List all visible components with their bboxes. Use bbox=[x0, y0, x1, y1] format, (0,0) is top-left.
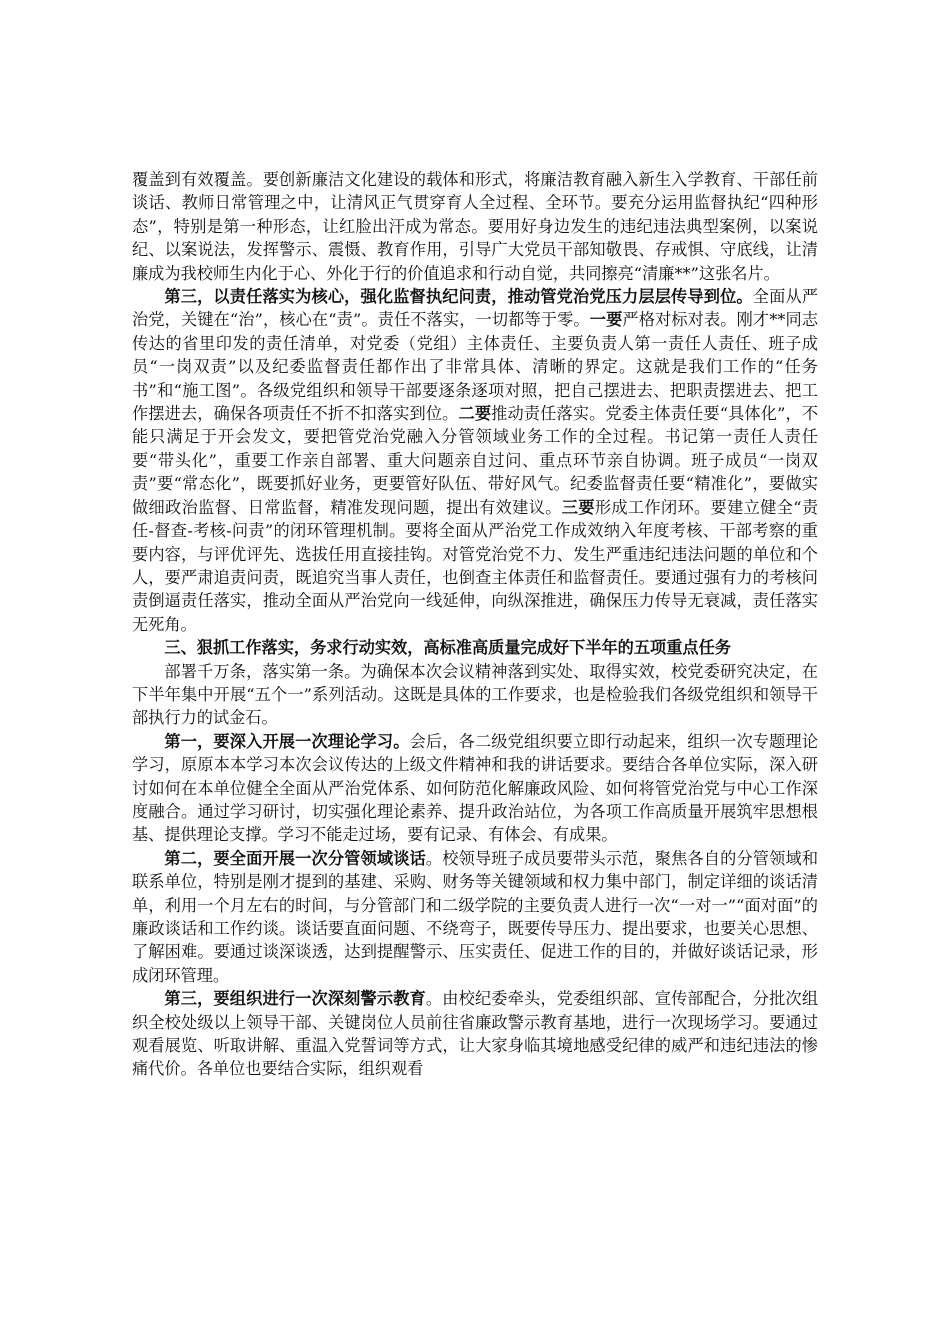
paragraph-text: 形成工作闭环。要建立健全“责任-督查-考核-问责”的闭环管理机制。要将全面从严治党工作成效纳入年度考核、干部考察的重要内容，与评优评先、选拔任用直接挂钩。对管党治党不力、发生严重违纪违法问题的单位和个人，要严肃追责问责，既追究当事人责任，也倒查主体责任和监督责任。要通过强有力的考核问责倒逼责任落实，推动全面从严治党向一线延伸，向纵深推进，确保压力传导无衰减，责任落实无死角。 bbox=[132, 497, 819, 634]
task-heading: 第三，要组织进行一次深刻警示教育 bbox=[164, 989, 426, 1009]
point-marker: 二要 bbox=[458, 404, 492, 424]
paragraph-text: 推动责任落实。党委主体责任要“具体化”，不能只满足于开会发文，要把管党治党融入分管领域业务工作的全过程。书记第一责任人责任要“带头化”，重要工作亲自部署、重大问题亲自过问、重点环节亲自协调。班子成员“一岗双责”要“常态化”，既要抓好业务，更要管好队伍、带好风气。纪委监督责任要“精准化”，要做实做细政治监督、日常监督，精准发现问题，提出有效建议。 bbox=[132, 404, 819, 517]
paragraph-text: 覆盖到有效覆盖。要创新廉洁文化建设的载体和形式，将廉洁教育融入新生入学教育、干部任前谈话、教师日常管理之中，让清风正气贯穿育人全过程、全环节。要充分运用监督执纪“四种形态”，特别是第一种形态，让红脸出汗成为常态。要用好身边发生的违纪违法典型案例，以案说纪、以案说法，发挥警示、震慑、教育作用，引导广大党员干部知敬畏、存戒惧、守底线，让清廉成为我校师生内化于心、外化于行的价值追求和行动自觉，共同擦亮“清廉**”这张名片。 bbox=[132, 170, 818, 283]
point-marker: 三要 bbox=[561, 497, 595, 517]
paragraph-text: 。校领导班子成员要带头示范，聚焦各自的分管领域和联系单位，特别是刚才提到的基建、采购、财务等关键领域和权力集中部门，制定详细的谈话清单，利用一个月左右的时间，与分管部门和二级学院的主要负责人进行一次“一对一”“面对面”的廉政谈话和工作约谈。谈话要直面问题、不绕弯子，既要传导压力、提出要求，也要关心思想、了解困难。要通过谈深谈透，达到提醒警示、压实责任、促进工作的目的，并做好谈话记录，形成闭环管理。 bbox=[132, 848, 819, 985]
document-page bbox=[132, 168, 818, 1081]
paragraph-task-3 bbox=[132, 987, 818, 1081]
paragraph-text: 会后，各二级党组织要立即行动起来，组织一次专题理论学习，原原本本学习本次会议传达的上级文件精神和我的讲话要求。要结合各单位实际，深入研讨如何在本单位健全全面从严治党体系、如何防范化解廉政风险、如何将管党治党与中心工作深度融合。通过学习研讨，切实强化理论素养、提升政治站位，为各项工作高质量开展筑牢思想根基、提供理论支撑。学习不能走过场，要有记录、有体会、有成果。 bbox=[132, 731, 819, 845]
paragraph-text: 部署千万条，落实第一条。为确保本次会议精神落到实处、取得实效，校党委研究决定，在下半年集中开展“五个一”系列活动。这既是具体的工作要求，也是检验我们各级党组织和领导干部执行力的试金石。 bbox=[132, 661, 818, 728]
task-heading: 第一，要深入开展一次理论学习。 bbox=[164, 731, 410, 751]
paragraph-responsibility bbox=[132, 285, 818, 636]
point-marker: 一要 bbox=[589, 310, 623, 330]
paragraph-text: 全面从严治党，关键在“治”，核心在“责”。责任不落实，一切都等于零。 bbox=[132, 287, 819, 330]
section-heading: 第三，以责任落实为核心，强化监督执纪问责，推动管党治党压力层层传导到位。 bbox=[164, 287, 753, 307]
paragraph-intro bbox=[132, 660, 818, 730]
paragraph-text: 。由校纪委牵头，党委组织部、宣传部配合，分批次组织全校处级以上领导干部、关键岗位人员前往省廉政警示教育基地，进行一次现场学习。要通过观看展览、听取讲解、重温入党誓词等方式，让大家身临其境地感受纪律的威严和违纪违法的惨痛代价。各单位也要结合实际，组织观看 bbox=[132, 989, 819, 1079]
paragraph-task-1 bbox=[132, 730, 818, 847]
paragraph-task-2 bbox=[132, 847, 818, 987]
paragraph-culture bbox=[132, 168, 818, 285]
chapter-heading: 三、狠抓工作落实，务求行动实效，高标准高质量完成好下半年的五项重点任务 bbox=[164, 638, 731, 658]
paragraph-text: 严格对标对表。刚才**同志传达的省里印发的责任清单，对党委（党组）主体责任、主要负责人第一责任人责任、班子成员“一岗双责”以及纪委监督责任都作出了非常具体、清晰的界定。这就是我们工作的“任务书”和“施工图”。各级党组织和领导干部要逐条逐项对照，把自己摆进去、把职责摆进去、把工作摆进去，确保各项责任不折不扣落实到位。 bbox=[132, 310, 819, 424]
task-heading: 第二，要全面开展一次分管领域谈话 bbox=[164, 848, 426, 868]
